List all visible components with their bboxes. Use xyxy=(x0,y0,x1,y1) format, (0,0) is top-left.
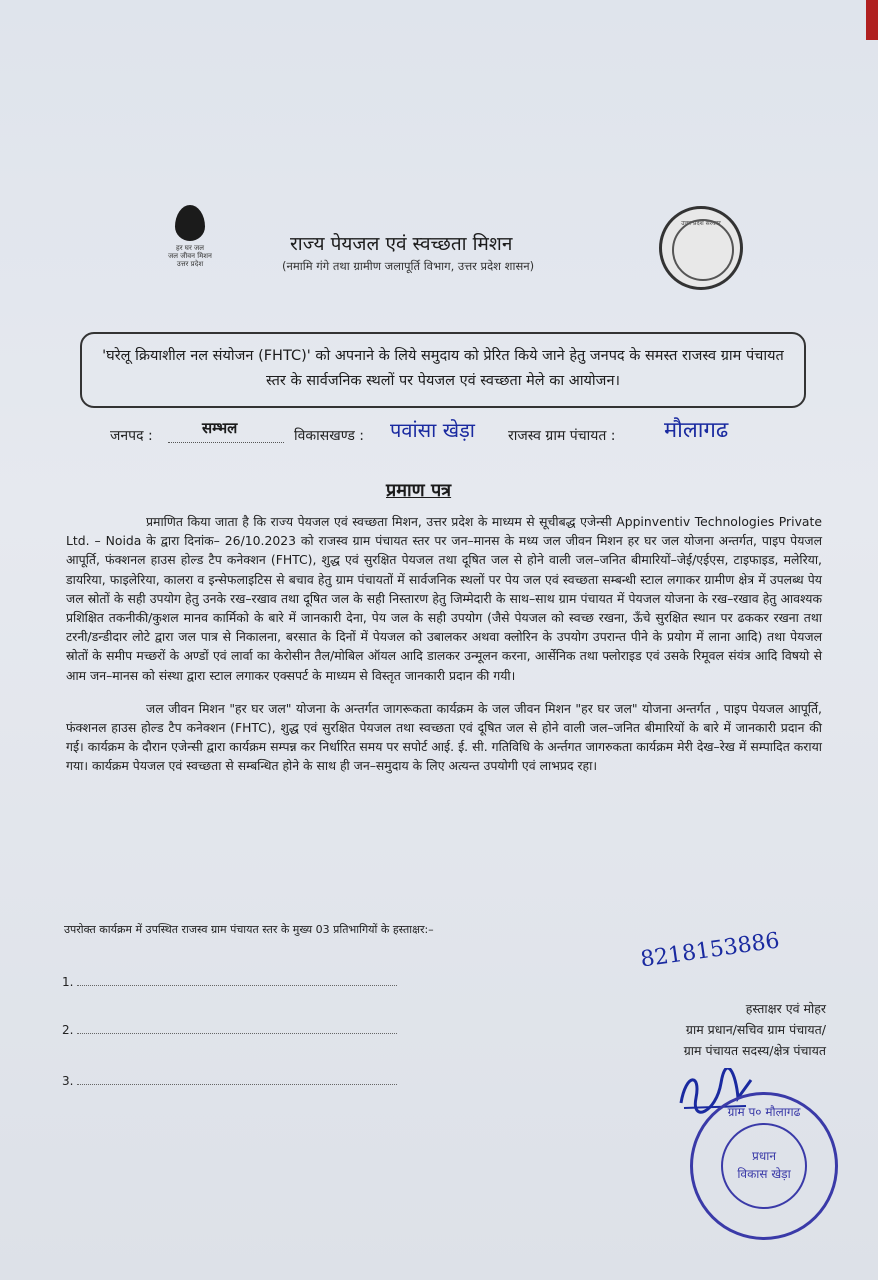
har-ghar-jal-logo xyxy=(160,205,220,285)
paragraph-1: प्रमाणित किया जाता है कि राज्य पेयजल एवं स्वच्छता मिशन, उत्तर प्रदेश के माध्यम से सूचीबद्ध एजेन्सी Appinventiv Technologies Private Ltd. – Noida के द्वारा दिनांक– 26/10.2023 को राजस्व ग्राम पंचायत स्तर पर जन–मानस के मध्य जल जीवन मिशन हर घर जल योजना अन्तर्गत, पाइप पेयजल आपूर्ति, फंक्शनल हाउस होल्ड टैप कनेक्शन (FHTC), शुद्ध एवं सुरक्षित पेयजल तथा दूषित जल से होने वाली जल–जनित बीमारियों–जेई/एईएस, टाइफाइड, मलेरिया, डायरिया, फाइलेरिया, कालरा व इन्सेफलाइटिस से बचाव हेतु ग्राम पंचायतों में सार्वजनिक स्थलों पर पेय जल एवं स्वच्छता सम्बन्धी स्टाल लगाकर ग्रामीण क्षेत्र में उपलब्ध पेय जल स्रोतों के सही उपयोग हेतु उनके रख–रखाव तथा दूषित जल के सही निस्तारण हेतु जिम्मेदारी के साथ–साथ ग्राम पंचायत में पेयजल योजना के रख–रखाव हेतु आवश्यक प्रशिक्षित तकनीकी/कुशल मानव कार्मिको के बारे में जानकारी देना, पेय जल के सही उपयोग (जैसे पेयजल को स्वच्छ रखना, ऊँचे सुरक्षित स्थान पर ढककर रखना तथा टरनी/डन्डीदार लोटे द्वारा जल पात्र से निकालना, बरसात के दिनों में पेयजल को उबालकर अथवा क्लोरिन के उपयोग उपरान्त पीने के प्रयोग में लाना आदि) तथा पेयजल स्रोतों के समीप मच्छरों के अण्डों एवं लार्वा का केरोसीन तैल/मोबिल ऑयल आदि डालकर उन्मूलन करना, आर्सेनिक तथा फ्लोराइड एवं उसके रिमूवल संयंत्र आदि विषयो से आम जन–मानस को संस्था द्वारा स्टाल लगाकर एक्सपर्ट के माध्यम से विस्तृत जानकारी प्रदान की गयी। xyxy=(66,514,822,683)
gp-label: राजस्व ग्राम पंचायत : xyxy=(508,428,616,444)
stamp-center-text: प्रधान विकास खेड़ा xyxy=(737,1149,791,1181)
subject-box xyxy=(80,332,806,408)
subject-text: 'घरेलू क्रियाशील नल संयोजन (FHTC)' को अपनाने के लिये समुदाय को प्रेरित किये जाने हेतु जनपद के समस्त राजस्व ग्राम पंचायत स्तर के सार्वजनिक स्थलों पर पेयजल एवं स्वच्छता मेले का आयोजन। xyxy=(102,348,784,389)
signature-line-3: ग्राम पंचायत सदस्य/क्षेत्र पंचायत xyxy=(683,1043,826,1058)
certificate-body xyxy=(66,512,822,776)
participants-intro: उपरोक्त कार्यक्रम में उपस्थित राजस्व ग्राम पंचायत स्तर के मुख्य 03 प्रतिभागियों के हस्ताक्षर:– xyxy=(64,923,434,936)
block-value: पवांसा खेड़ा xyxy=(390,418,475,442)
water-drop-icon xyxy=(175,205,205,241)
signature-block xyxy=(616,998,826,1061)
participant-number: 3. xyxy=(62,1074,74,1088)
signature-line-2: ग्राम प्रधान/सचिव ग्राम पंचायत/ xyxy=(685,1022,826,1037)
district-field xyxy=(168,418,284,443)
signature-line-1: हस्ताक्षर एवं मोहर xyxy=(745,1001,826,1016)
paper-edge xyxy=(866,0,878,40)
header-subtitle: (नमामि गंगे तथा ग्रामीण जलापूर्ति विभाग, उत्तर प्रदेश शासन) xyxy=(282,259,535,273)
gram-panchayat-stamp xyxy=(690,1092,838,1240)
block-label: विकासखण्ड : xyxy=(294,428,365,444)
stamp-center xyxy=(721,1123,807,1209)
stamp-ring-text: ग्राम प० मौलागढ xyxy=(727,1105,801,1119)
participant-number: 2. xyxy=(62,1023,74,1037)
district-label: जनपद : xyxy=(110,428,153,444)
seal-text: उत्तर प्रदेश सरकार xyxy=(681,220,721,227)
header-title: राज्य पेयजल एवं स्वच्छता मिशन xyxy=(290,233,513,255)
up-government-seal xyxy=(659,206,743,290)
handwritten-phone: 8218153886 xyxy=(638,928,782,973)
paragraph-2: जल जीवन मिशन "हर घर जल" योजना के अन्तर्गत जागरूकता कार्यक्रम के जल जीवन मिशन "हर घर जल" योजना अन्तर्गत , पाइप पेयजल आपूर्ति, फंक्शनल हाउस होल्ड टैप कनेक्शन (FHTC), शुद्ध एवं सुरक्षित पेयजल तथा स्वच्छता एवं दूषित जल से होने वाली जल–जनित बीमारियों के बारे में जानकारी प्रदान की गई। कार्यक्रम के दौरान एजेन्सी द्वारा कार्यक्रम सम्पन्न कर निर्धारित समय पर सपोर्ट आई. ई. सी. गतिविधि के अर्न्तगत जागरुकता कार्यक्रम मेरी देख–रेख में सम्पादित कराया गया। कार्यक्रम पेयजल एवं स्वच्छता से सम्बन्धित होने के साथ ही जन–समुदाय के लिए अत्यन्त उपयोगी एवं लाभप्रद रहा। xyxy=(66,700,822,774)
participant-line-3 xyxy=(62,1074,397,1088)
participant-line-2 xyxy=(62,1023,397,1037)
logo-text: हर घर जल जल जीवन मिशन उत्तर प्रदेश xyxy=(168,244,212,268)
district-value: सम्भल xyxy=(202,419,238,437)
document-title: प्रमाण पत्र xyxy=(386,480,452,501)
gp-value: मौलागढ xyxy=(664,418,729,443)
participant-line-1 xyxy=(62,975,397,989)
participant-number: 1. xyxy=(62,975,74,989)
